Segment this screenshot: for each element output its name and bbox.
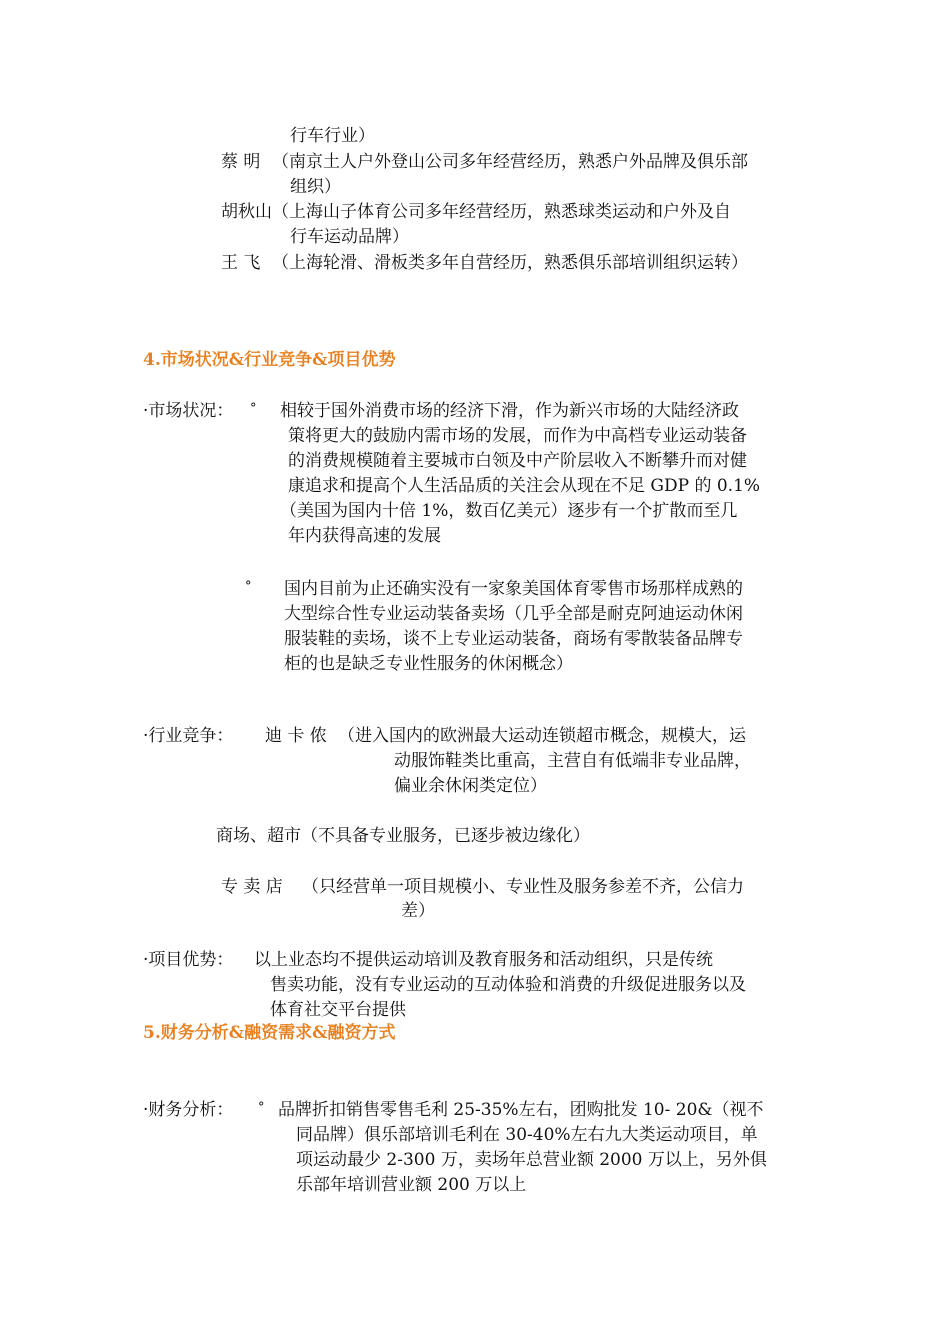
decathlon-desc-line: （进入国内的欧洲最大运动连锁超市概念，规模大，运 — [338, 726, 746, 746]
decathlon-desc-line: 动服饰鞋类比重高，主营自有低端非专业品牌， — [394, 751, 751, 771]
section-4-heading: 4.市场状况&行业竞争&项目优势 — [143, 350, 396, 370]
mall-supermarket: 商场、超市（不具备专业服务，已逐步被边缘化） — [216, 826, 590, 846]
market-paragraph-2-line: 柜的也是缺乏专业性服务的休闲概念） — [284, 654, 573, 674]
specialty-store-desc-line: （只经营单一项目规模小、专业性及服务参差不齐，公信力 — [302, 877, 744, 897]
specialty-store-name: 专 卖 店 — [221, 877, 283, 897]
finance-line: 同品牌）俱乐部培训毛利在 30-40%左右九大类运动项目，单 — [296, 1125, 758, 1145]
specialty-store-desc-line: 差） — [401, 901, 435, 921]
market-bullet-1: ° — [250, 401, 257, 416]
team-member-name: 胡秋山 — [221, 202, 272, 222]
team-member-name: 蔡 明 — [221, 152, 261, 172]
team-member-desc-cont: 组织） — [290, 177, 341, 197]
team-member-desc: （上海轮滑、滑板类多年自营经历，熟悉俱乐部培训组织运转） — [272, 253, 748, 273]
finance-bullet: ° — [258, 1100, 265, 1115]
decathlon-name: 迪 卡 侬 — [265, 726, 327, 746]
finance-line: 项运动最少 2-300 万，卖场年总营业额 2000 万以上，另外俱 — [296, 1150, 767, 1170]
market-paragraph-2-line: 国内目前为止还确实没有一家象美国体育零售市场那样成熟的 — [284, 579, 743, 599]
finance-line: 乐部年培训营业额 200 万以上 — [296, 1175, 527, 1195]
market-label: ·市场状况： — [143, 401, 234, 421]
market-paragraph-1-line: 策将更大的鼓励内需市场的发展，而作为中高档专业运动装备 — [288, 426, 747, 446]
competition-label: ·行业竞争： — [143, 726, 234, 746]
market-paragraph-2-line: 服装鞋的卖场，谈不上专业运动装备，商场有零散装备品牌专 — [284, 629, 743, 649]
team-continuation: 行车行业） — [290, 126, 375, 146]
market-paragraph-1-line: 的消费规模随着主要城市白领及中产阶层收入不断攀升而对健 — [288, 451, 747, 471]
advantage-line: 体育社交平台提供 — [270, 1000, 406, 1020]
finance-line: 品牌折扣销售零售毛利 25-35%左右，团购批发 10- 20&（视不 — [278, 1100, 764, 1120]
section-5-heading: 5.财务分析&融资需求&融资方式 — [143, 1023, 396, 1043]
market-paragraph-2-line: 大型综合性专业运动装备卖场（几乎全部是耐克阿迪运动休闲 — [284, 604, 743, 624]
team-member-desc: （南京土人户外登山公司多年经营经历，熟悉户外品牌及俱乐部 — [272, 152, 748, 172]
finance-label: ·财务分析： — [143, 1100, 234, 1120]
team-member-name: 王 飞 — [221, 253, 261, 273]
market-paragraph-1-line: 年内获得高速的发展 — [288, 526, 441, 546]
market-paragraph-1-line: （美国为国内十倍 1%，数百亿美元）逐步有一个扩散而至几 — [280, 501, 738, 521]
decathlon-desc-line: 偏业余休闲类定位） — [394, 776, 547, 796]
market-paragraph-1-line: 康追求和提高个人生活品质的关注会从现在不足 GDP 的 0.1% — [288, 476, 761, 496]
advantage-line: 以上业态均不提供运动培训及教育服务和活动组织，只是传统 — [254, 950, 713, 970]
market-paragraph-1-line: 相较于国外消费市场的经济下滑，作为新兴市场的大陆经济政 — [280, 401, 739, 421]
team-member-desc-cont: 行车运动品牌） — [290, 227, 409, 247]
market-bullet-2: ° — [245, 579, 252, 594]
advantage-label: ·项目优势： — [143, 950, 234, 970]
advantage-line: 售卖功能，没有专业运动的互动体验和消费的升级促进服务以及 — [270, 975, 746, 995]
team-member-desc: （上海山子体育公司多年经营经历，熟悉球类运动和户外及自 — [272, 202, 731, 222]
